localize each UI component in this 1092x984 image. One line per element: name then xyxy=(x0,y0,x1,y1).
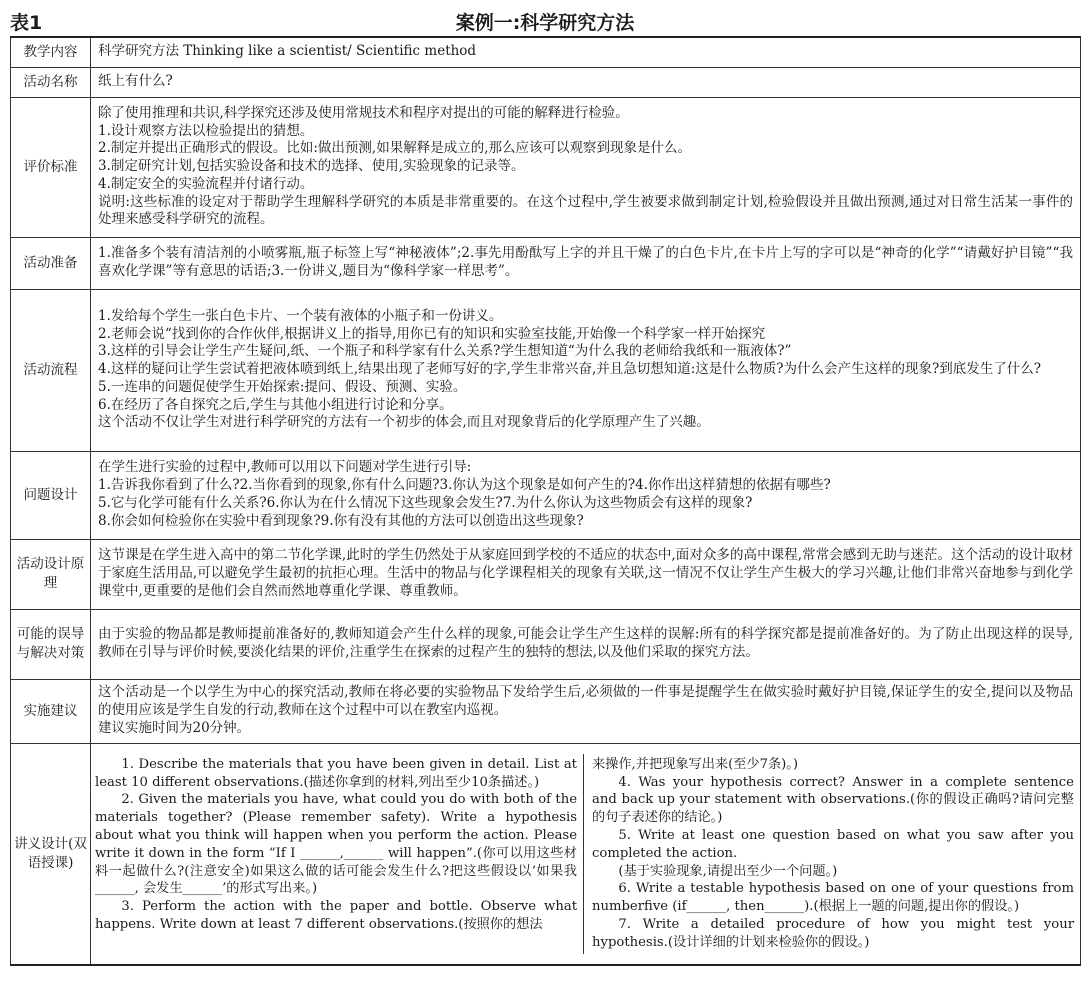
content-line: 5.它与化学可能有什么关系?6.你认为在什么情况下这些现象会发生?7.为什么你认为这些物质会有这样的现象? xyxy=(98,495,753,511)
row-content xyxy=(91,67,1081,97)
content-line: 1.发给每个学生一张白色卡片、一个装有液体的小瓶子和一份讲义。 xyxy=(98,307,503,324)
row-content xyxy=(91,539,1081,609)
row-handout-design xyxy=(11,743,1081,965)
row-label: 教学内容 xyxy=(11,37,91,67)
content-line: 除了使用推理和共识,科学探究还涉及使用常规技术和程序对提出的可能的解释进行检验。 xyxy=(98,104,629,121)
handout-item: 6. Write a testable hypothesis based on one of your questions from numberfive (if______, then______).(根据上一题的问题,提出你的假设。) xyxy=(592,881,1074,915)
content-line: 3.制定研究计划,包括实验设备和技术的选择、使用,实验现象的记录等。 xyxy=(98,158,525,175)
table-number: 表1 xyxy=(10,12,43,34)
row-label: 评价标准 xyxy=(11,97,91,237)
row-content xyxy=(91,289,1081,451)
content-line: 2.制定并提出正确形式的假设。比如:做出预测,如果解释是成立的,那么应该可以观察到现象是什么。 xyxy=(98,140,692,157)
content-line: 6.在经历了各自探究之后,学生与其他小组进行讨论和分享。 xyxy=(98,396,453,413)
row-label: 活动名称 xyxy=(11,67,91,97)
content-line: 5.一连串的问题促使学生开始探索:提问、假设、预测、实验。 xyxy=(98,378,467,395)
content-line: 纸上有什么? xyxy=(98,73,173,90)
row-content xyxy=(91,37,1081,67)
handout-item: 3. Perform the action with the paper and bottle. Observe what happens. Write down at least 7 different observations.(按照你的想法 xyxy=(95,899,577,933)
handout-item: 2. Given the materials you have, what could you do with both of the materials together? (Please remember safety). Write a hypothesis about what you think will happen when you perform the action. Please write it down in the form “If I ______,______ will happen”.(你可以用这些材料一起做什么?(注意安全)如果这么做的话可能会发生什么?把这些假设以‘如果我______, 会发生______’的形式写出来。) xyxy=(95,792,577,897)
row-design-principle xyxy=(11,539,1081,609)
content-line: 3.这样的引导会让学生产生疑问,纸、一个瓶子和科学家有什么关系?学生想知道“为什么我的老师给我纸和一瓶液体?” xyxy=(98,343,792,360)
row-content xyxy=(91,451,1081,539)
handout-item: 来操作,并把现象写出来(至少7条)。) xyxy=(592,756,799,772)
content-line: 1.告诉我你看到了什么?2.当你看到的现象,你有什么问题?3.你认为这个现象是如何产生的?4.你作出这样猜想的依据有哪些? xyxy=(98,477,831,494)
row-activity-name xyxy=(11,67,1081,97)
case-table xyxy=(10,36,1081,966)
content-line: 在学生进行实验的过程中,教师可以用以下问题对学生进行引导: xyxy=(98,459,472,476)
row-activity-preparation xyxy=(11,237,1081,289)
row-misconceptions xyxy=(11,609,1081,679)
row-implementation-advice xyxy=(11,679,1081,743)
row-label: 活动准备 xyxy=(11,237,91,289)
content-line: 2.老师会说“找到你的合作伙伴,根据讲义上的指导,用你已有的知识和实验室技能,开始像一个科学家一样开始探究 xyxy=(98,325,766,342)
row-content xyxy=(91,679,1081,743)
handout-left-column xyxy=(91,754,583,954)
content-line: 这个活动不仅让学生对进行科学研究的方法有一个初步的体会,而且对现象背后的化学原理产生了兴趣。 xyxy=(98,414,710,431)
table-title: 案例一:科学研究方法 xyxy=(455,12,635,34)
row-content xyxy=(91,609,1081,679)
row-label: 活动流程 xyxy=(11,289,91,451)
row-question-design xyxy=(11,451,1081,539)
content-line: 4.制定安全的实验流程并付诸行动。 xyxy=(98,175,314,192)
content-line: 1.设计观察方法以检验提出的猜想。 xyxy=(98,122,314,139)
handout-item: 4. Was your hypothesis correct? Answer in a complete sentence and back up your statement with observations.(你的假设正确吗?请问完整的句子表述你的结论。) xyxy=(592,774,1074,826)
content-line: 建议实施时间为20分钟。 xyxy=(98,719,251,736)
content-line: 科学研究方法 Thinking like a scientist/ Scientific method xyxy=(98,43,477,60)
content-line: 这节课是在学生进入高中的第二节化学课,此时的学生仍然处于从家庭回到学校的不适应的状态中,面对众多的高中课程,常常会感到无助与迷茫。这个活动的设计取材于家庭生活用品,可以避免学生最初的抗拒心理。生活中的物品与化学课程相关的现象有关联,这一情况不仅让学生产生极大的学习兴趣,让他们非常兴奋地参与到化学课堂中,更重要的是他们会自然而然地尊重化学课、尊重教师。 xyxy=(98,547,1073,599)
row-evaluation-criteria xyxy=(11,97,1081,237)
handout-item: 7. Write a detailed procedure of how you might test your hypothesis.(设计详细的计划来检验你的假设。) xyxy=(592,917,1074,950)
content-line: 4.这样的疑问让学生尝试着把液体喷到纸上,结果出现了老师写好的字,学生非常兴奋,并且急切想知道:这是什么物质?为什么会产生这样的现象?到底发生了什么? xyxy=(98,361,1042,378)
content-line: 1.准备多个装有清洁剂的小喷雾瓶,瓶子标签上写“神秘液体”;2.事先用酚酞写上字的并且干燥了的白色卡片,在卡片上写的字可以是“神奇的化学”“请戴好护目镜”“我喜欢化学课”等有意思的话语;3.一份讲义,题目为“像科学家一样思考”。 xyxy=(98,245,1073,279)
content-line: 这个活动是一个以学生为中心的探究活动,教师在将必要的实验物品下发给学生后,必须做的一件事是提醒学生在做实验时戴好护目镜,保证学生的安全,提问以及物品的使用应该是学生自发的行动,教师在这个过程中可以在教室内巡视。 xyxy=(98,684,1073,719)
row-activity-process xyxy=(11,289,1081,451)
handout-right-column xyxy=(583,754,1080,954)
content-line: 说明:这些标准的设定对于帮助学生理解科学研究的本质是非常重要的。在这个过程中,学生被要求做到制定计划,检验假设并且做出预测,通过对日常生活某一事件的处理来感受科学研究的流程。 xyxy=(98,193,1073,228)
handout-item: 1. Describe the materials that you have been given in detail. List at least 10 different observations.(描述你拿到的材料,列出至少10条描述。) xyxy=(95,756,577,790)
page-header xyxy=(10,8,1080,34)
row-label: 讲义设计(双语授课) xyxy=(11,743,91,965)
row-content xyxy=(91,237,1081,289)
row-label: 可能的误导与解决对策 xyxy=(11,609,91,679)
row-teaching-content xyxy=(11,37,1081,67)
content-line: 8.你会如何检验你在实验中看到现象?9.你有没有其他的方法可以创造出这些现象? xyxy=(98,512,584,529)
row-label: 活动设计原理 xyxy=(11,539,91,609)
row-label: 实施建议 xyxy=(11,679,91,743)
handout-item: 5. Write at least one question based on what you saw after you completed the action. xyxy=(592,828,1074,861)
handout-content xyxy=(91,743,1081,965)
row-content xyxy=(91,97,1081,237)
row-label: 问题设计 xyxy=(11,451,91,539)
content-line: 由于实验的物品都是教师提前准备好的,教师知道会产生什么样的现象,可能会让学生产生这样的误解:所有的科学探究都是提前准备好的。为了防止出现这样的误导,教师在引导与评价时候,要淡化结果的评价,注重学生在探索的过程产生的独特的想法,以及他们采取的探究方法。 xyxy=(98,626,1073,660)
handout-item: (基于实验现象,请提出至少一个问题。) xyxy=(618,863,838,879)
